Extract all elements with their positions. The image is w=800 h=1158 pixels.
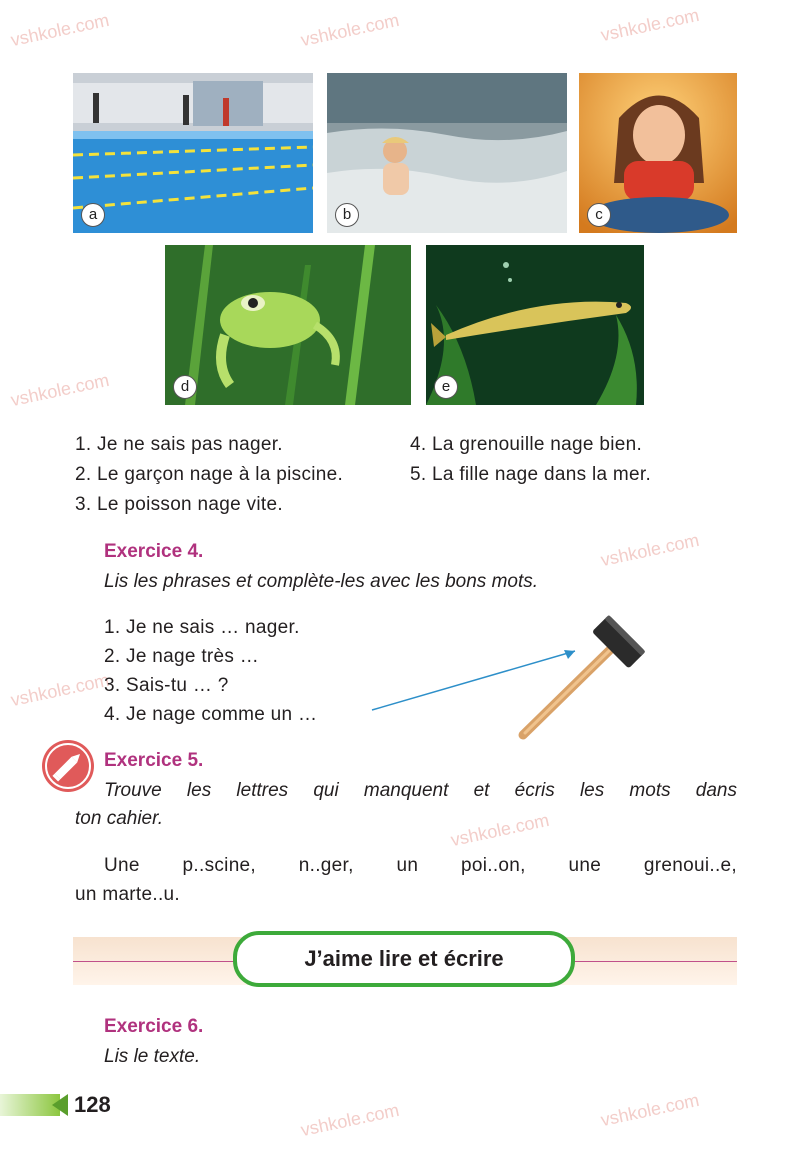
watermark: vshkole.com — [598, 1089, 701, 1131]
exercise-4-instruction: Lis les phrases et complète-les avec les bons mots. — [104, 571, 539, 592]
page-number: 128 — [74, 1092, 111, 1117]
photo-label-d: d — [173, 375, 197, 399]
section-title-box — [233, 931, 575, 987]
photo-girl-sea — [327, 73, 567, 233]
sentence-4: 4. La grenouille nage bien. — [410, 434, 643, 455]
photo-swimming-pool — [73, 73, 313, 233]
exercise-4-item-4: 4. Je nage comme un … — [104, 704, 318, 725]
pointer-arrow — [372, 651, 575, 710]
sentence-2: 2. Le garçon nage à la piscine. — [75, 464, 344, 485]
photo-label-b: b — [335, 203, 359, 227]
swimming-pool-illustration — [73, 73, 313, 233]
exercise-5-instruction-line2: ton cahier. — [75, 808, 164, 829]
fish-illustration — [426, 245, 644, 405]
watermark: vshkole.com — [298, 9, 401, 51]
exercise-5-words-line2: un marte..u. — [75, 884, 180, 905]
hammer-arrow-graphic — [370, 615, 660, 745]
watermark: vshkole.com — [8, 669, 111, 711]
photo-label-c: c — [587, 203, 611, 227]
exercise-6-instruction: Lis le texte. — [104, 1046, 201, 1067]
hammer-icon — [523, 615, 646, 735]
page-tab-arrow-icon — [50, 1094, 70, 1116]
photo-sad-girl — [579, 73, 737, 233]
section-title: J’aime lire et écrire — [304, 946, 504, 971]
watermark: vshkole.com — [448, 809, 551, 851]
exercise-5-title: Exercice 5. — [104, 750, 204, 771]
exercise-4-item-2: 2. Je nage très … — [104, 646, 260, 667]
photo-fish — [426, 245, 644, 405]
watermark: vshkole.com — [598, 4, 701, 46]
watermark: vshkole.com — [8, 9, 111, 51]
watermark: vshkole.com — [298, 1099, 401, 1141]
sentence-3: 3. Le poisson nage vite. — [75, 494, 283, 515]
exercise-4-item-3: 3. Sais-tu … ? — [104, 675, 229, 696]
exercise-6-title: Exercice 6. — [104, 1016, 204, 1037]
watermark: vshkole.com — [8, 369, 111, 411]
sentence-5: 5. La fille nage dans la mer. — [410, 464, 652, 485]
photo-frog — [165, 245, 411, 405]
sentence-1: 1. Je ne sais pas nager. — [75, 434, 283, 455]
photo-label-e: e — [434, 375, 458, 399]
frog-illustration — [165, 245, 411, 405]
exercise-4-item-1: 1. Je ne sais … nager. — [104, 617, 300, 638]
pencil-icon — [40, 738, 96, 794]
sea-illustration — [327, 73, 567, 233]
watermark: vshkole.com — [598, 529, 701, 571]
exercise-5-words-line1: Une p..scine, n..ger, un poi..on, une grenoui..e, — [104, 855, 737, 876]
exercise-5-instruction-line1: Trouve les lettres qui manquent et écris les mots dans — [104, 780, 737, 801]
photo-label-a: a — [81, 203, 105, 227]
exercise-4-title: Exercice 4. — [104, 541, 204, 562]
